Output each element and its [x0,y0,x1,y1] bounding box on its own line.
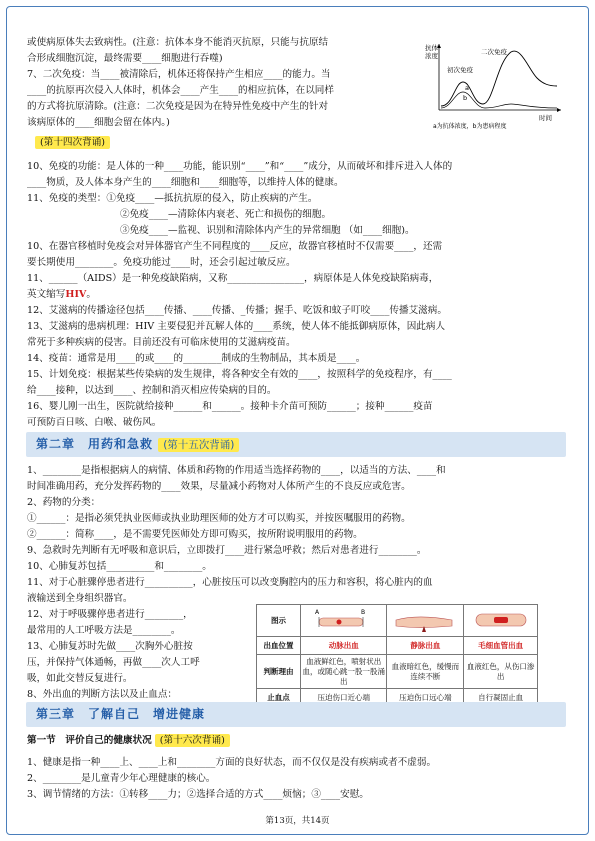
text-line: ②免疫____—清除体内衰老、死亡和损伤的细胞。 [120,209,332,220]
text-line: 要长期使用________。免疫功能过____时，还会引起过敏反应。 [27,257,296,268]
section-heading [27,734,230,748]
text-line: 常死于多种疾病的侵害。目前还没有可临床使用的艾滋病疫苗。 [27,337,296,348]
text-line: ____的抗原再次侵入人体时，机体会____产生____的相应抗体，在以同样 [27,85,334,96]
section-title: 第一节 评价自己的健康状况 [27,735,152,746]
table-cell: 血液鲜红色，喷射状出血，或随心跳一股一股涌出 [301,655,387,689]
text-line: 10、心肺复苏包括__________和________。 [27,561,212,572]
text-line: ①______：是指必须凭执业医师或执业助理医师的处方才可以购买，并按医嘱服用的药物。 [27,513,411,524]
chapter-title: 第三章 了解自己 增进健康 [36,707,206,721]
text-line: 最常用的人工呼吸方法是________。 [27,625,181,636]
text-line: 7、二次免疫：当____被清除后，机体还将保持产生相应____的能力。当 [27,69,331,80]
text-line: 合形成细胞沉淀，最终需要____细胞进行吞噬) [27,53,223,64]
figure-capillary [464,605,538,637]
table-header: 判断理由 [257,655,301,689]
recite-tag-label: (第十六次背诵) [155,734,230,747]
chart-mark-a: a [465,84,469,92]
text-line: 9、急救时先判断有无呼吸和意识后，立即拨打____进行紧急呼救；然后对患者进行________。 [27,545,427,556]
text-line: 16、婴儿刚一出生，医院就给接种______和______。接种卡介苗可预防______；接种______疫苗 [27,401,433,412]
table-header: 止血点 [257,689,301,707]
text-line: 15、计划免疫：根据某些传染病的发生规律，将各种安全有效的____，按照科学的免疫程序，有____ [27,369,452,380]
table-cell: 血液红色，从伤口渗出 [464,655,538,689]
text-line: 液输送到全身组织器官。 [27,593,133,604]
chart-ylabel: 浓度 [425,52,438,60]
chapter-banner [26,702,566,727]
table-cell: 静脉出血 [387,637,464,655]
text-line: 该病原体的____细胞会留在体内。) [27,117,170,128]
figure-artery [301,605,387,637]
page-number: 第13页，共14页 [265,816,330,826]
text-line: 1、健康是指一种____上、____上和________方面的良好状态，而不仅仅是没有疾病或者不虚弱。 [27,757,437,768]
text-line: 11、对于心脏骤停患者进行__________，心脏按压可以改变胸腔内的压力和容积，将心脏内的血 [27,577,433,588]
table-cell: 毛细血管出血 [464,637,538,655]
hiv-abbr: HIV [65,289,87,300]
text-line: ____物质，及人体本身产生的____细胞和____细胞等，以维持人体的健康。 [27,177,344,188]
text-line: ②______：简称____，是不需要凭医师处方即可购买，按所附说明服用的药物。 [27,529,363,540]
text-line: 时间准确用药，充分发挥药物的____效果，尽量减小药物对人体所产生的不良反应或危害。 [27,481,411,492]
text-line [27,288,96,302]
text-line: 可预防百日咳、白喉、破伤风。 [27,417,162,428]
recite-tag-label: (第十四次背诵) [35,136,110,149]
chart-ylabel: 抗体 [425,44,438,52]
text-line: 或使病原体失去致病性。(注意：抗体本身不能消灭抗原，只能与抗原结 [27,37,329,48]
text-line: 1、________是指根据病人的病情、体质和药物的作用适当选择药物的____，以适当的方法、____和 [27,465,446,476]
text-line: 11、______（AIDS）是一种免疫缺陷病，又称________________，病原体是人体免疫缺陷病毒， [27,273,439,284]
text-line: 10、在器官移植时免疫会对异体器官产生不同程度的____反应，故器官移植时不仅需要____，还需 [27,241,443,252]
text-line: 2、________是儿童青少年心理健康的核心。 [27,773,216,784]
table-header: 出血位置 [257,637,301,655]
chapter-title: 第二章 用药和急救 [36,437,154,451]
table-cell: 血液暗红色，缓慢而连续不断 [387,655,464,689]
text-line: 的方式将抗原清除。(注意：二次免疫是因为在特异性免疫中产生的针对 [27,101,329,112]
text-line: 给____接种，以达到____、控制和消灭相应传染病的目的。 [27,385,277,396]
table-header: 图示 [257,605,301,637]
text-line: 13、心肺复苏时先做____次胸外心脏按 [27,641,193,652]
text-line: 压，并保持气体通畅，再做____次人工呼 [27,657,200,668]
chart-caption: a为抗体浓度，b为患病程度 [433,123,507,130]
chapter-banner [26,432,566,457]
text-seg: 。 [86,289,96,300]
text-line: 8、外出血的判断方法以及止血点： [27,689,178,700]
text-line: 吸，如此交替反复进行。 [27,673,133,684]
chart-xlabel: 时间 [539,114,552,122]
chart-mark-b: b [463,94,468,102]
chart-label-first: 初次免疫 [447,66,473,74]
text-line: 13、艾滋病的患病机理：HIV 主要侵犯并瓦解人体的____系统，使人体不能抵御病原体，因此病人 [27,321,446,332]
text-line: 12、对于呼吸骤停患者进行________， [27,609,193,620]
recite-tag [35,136,110,150]
text-seg: 英文缩写 [27,289,66,300]
text-line: 11、免疫的类型：①免疫____—抵抗抗原的侵入，防止疾病的产生。 [27,193,318,204]
figure-vein [387,605,464,637]
bleeding-table [256,604,538,707]
table-cell: 压迫伤口远心端 [387,689,464,707]
text-line: 10、免疫的功能：是人体的一种____功能，能识别“____”和“____”成分，从而破坏和排斥进入人体的 [27,161,453,172]
text-line: 12、艾滋病的传播途径包括____传播、____传播、_传播；握手、吃饭和蚊子叮咬____传播艾滋病。 [27,305,447,316]
recite-tag-label: (第十五次背诵) [158,438,239,452]
antibody-chart [425,40,565,130]
fig-label-a: A [314,609,319,616]
fig-label-b: B [360,609,365,616]
text-line: ③免疫____—监视、识别和清除体内产生的异常细胞 （如____细胞)。 [120,225,415,236]
text-line: 14、疫苗：通常是用____的或____的________制成的生物制品，其本质是____。 [27,353,366,364]
table-cell: 自行凝固止血 [464,689,538,707]
table-cell: 动脉出血 [301,637,387,655]
table-cell: 压迫伤口近心端 [301,689,387,707]
text-line: 3、调节情绪的方法：①转移____力；②选择合适的方式____烦恼；③____安慰。 [27,789,369,800]
chart-label-second: 二次免疫 [481,48,507,56]
text-line: 2、药物的分类： [27,497,101,508]
